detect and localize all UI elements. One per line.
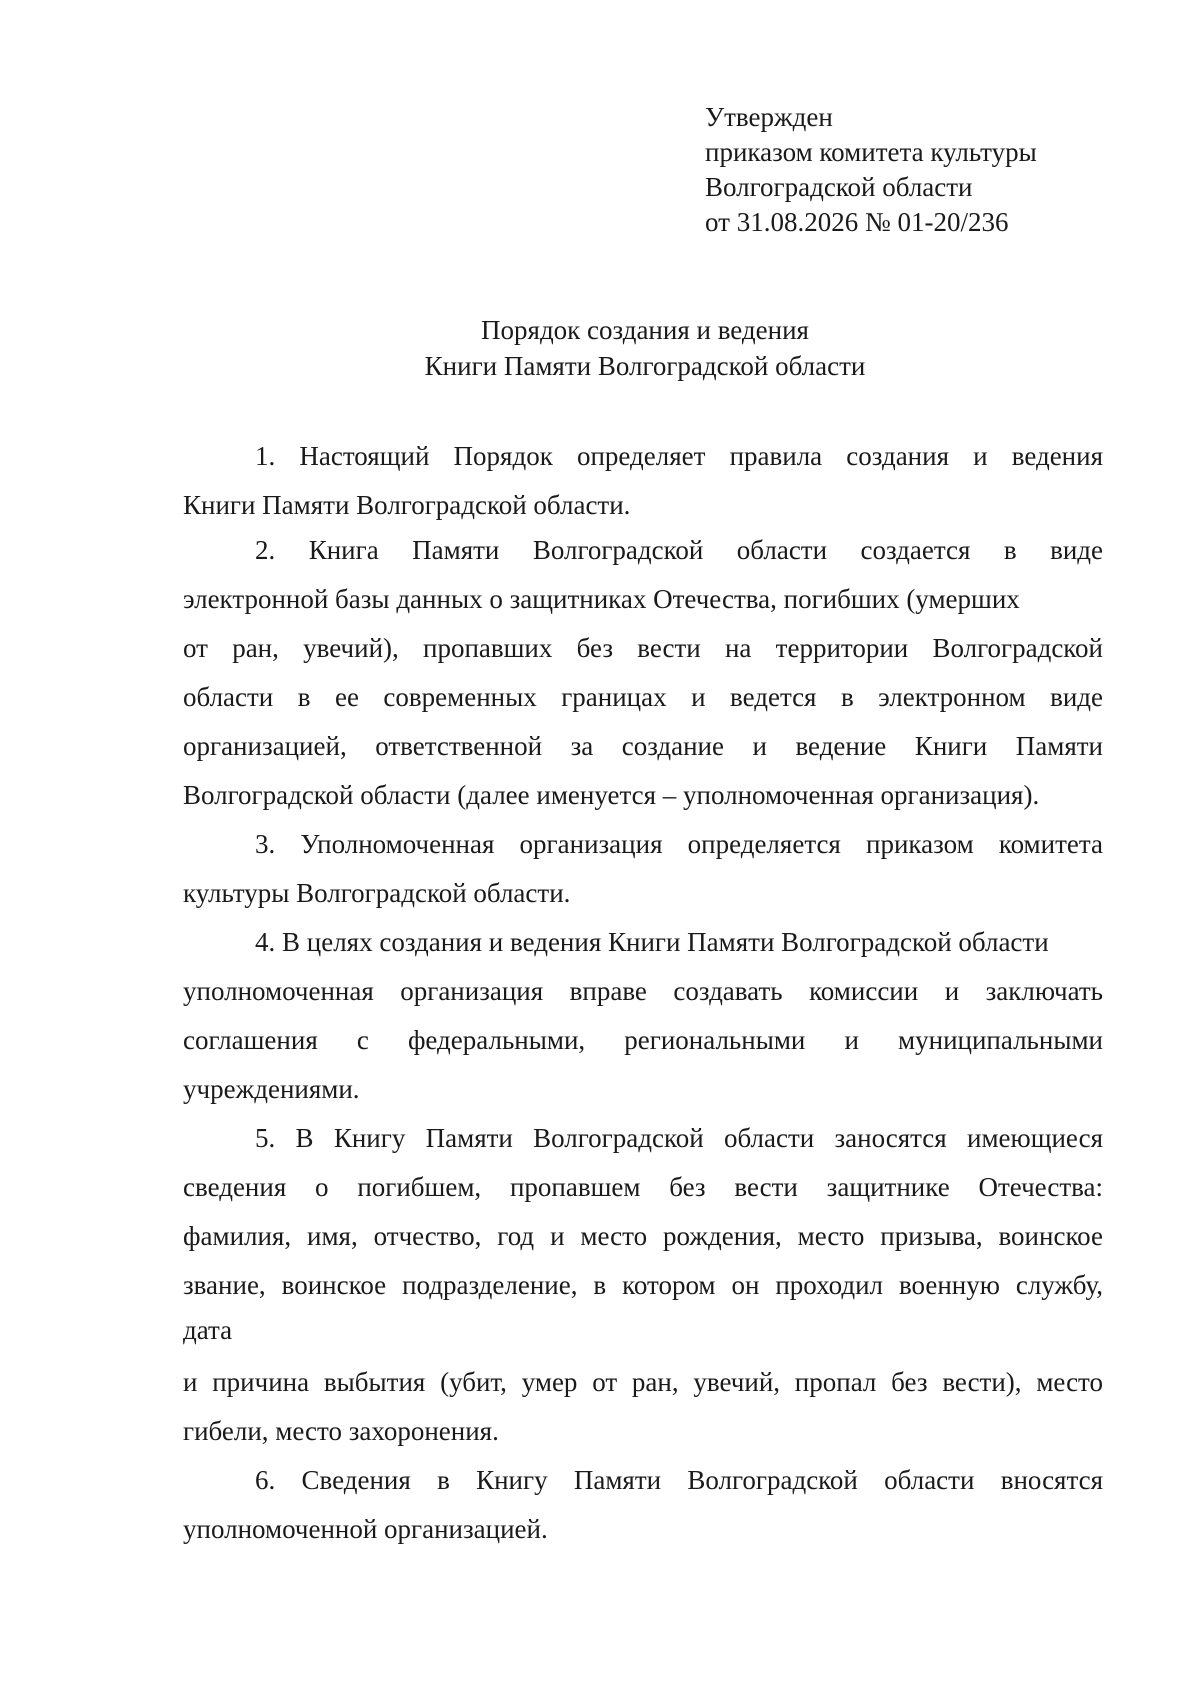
paragraph-1-line-2: Книги Памяти Волгоградской области.	[183, 490, 631, 520]
paragraph-2-line-6: Волгоградской области (далее именуется – уполномоченная организация).	[183, 780, 1040, 810]
document-title	[0, 312, 1200, 384]
paragraph-3-line-2: культуры Волгоградской области.	[183, 878, 571, 908]
paragraph-6-line-2: уполномоченной организацией.	[183, 1514, 548, 1544]
paragraph-4-line-3: соглашения с федеральными, региональными и муниципальными	[183, 1025, 1103, 1055]
paragraph-4-line-2: уполномоченная организация вправе создавать комиссии и заключать	[183, 976, 1103, 1006]
paragraph-2-line-5: организацией, ответственной за создание и ведение Книги Памяти	[183, 731, 1103, 761]
paragraph-1	[183, 432, 1103, 530]
approval-line-date-number: от 31.08.2026 № 01-20/236	[705, 207, 1009, 237]
paragraph-2	[183, 526, 1103, 820]
paragraph-2-line-1: 2. Книга Памяти Волгоградской области создается в виде	[255, 535, 1103, 565]
paragraph-4-line-4: учреждениями.	[183, 1074, 360, 1104]
paragraph-2-line-4: области в ее современных границах и ведется в электронном виде	[183, 682, 1103, 712]
paragraph-5	[183, 1114, 1103, 1456]
paragraph-4	[183, 918, 1103, 1114]
paragraph-4-line-1: 4. В целях создания и ведения Книги Памяти Волгоградской области	[255, 927, 1049, 957]
paragraph-5-line-2: сведения о погибшем, пропавшем без вести защитнике Отечества:	[183, 1172, 1103, 1202]
paragraph-5-line-7: гибели, место захоронения.	[183, 1416, 499, 1446]
paragraph-5-line-1: 5. В Книгу Памяти Волгоградской области заносятся имеющиеся	[255, 1123, 1103, 1153]
document-body	[183, 432, 1103, 1554]
paragraph-6	[183, 1456, 1103, 1554]
paragraph-5-line-3: фамилия, имя, отчество, год и место рождения, место призыва, воинское	[183, 1221, 1103, 1251]
document-title-line-2: Книги Памяти Волгоградской области	[424, 351, 866, 381]
approval-line-approved: Утвержден	[705, 102, 833, 132]
approval-line-order: приказом комитета культуры	[705, 137, 1037, 167]
paragraph-6-line-1: 6. Сведения в Книгу Памяти Волгоградской области вносятся	[255, 1465, 1103, 1495]
paragraph-3-line-1: 3. Уполномоченная организация определяется приказом комитета	[255, 829, 1103, 859]
paragraph-3	[183, 820, 1103, 918]
paragraph-5-line-6: и причина выбытия (убит, умер от ран, увечий, пропал без вести), место	[183, 1367, 1103, 1397]
paragraph-5-line-5: дата	[183, 1315, 233, 1345]
paragraph-1-line-1: 1. Настоящий Порядок определяет правила создания и ведения	[255, 441, 1103, 471]
paragraph-2-line-3: от ран, увечий), пропавших без вести на территории Волгоградской	[183, 633, 1103, 663]
paragraph-2-line-2: электронной базы данных о защитниках Отечества, погибших (умерших	[183, 584, 1020, 614]
approval-line-region: Волгоградской области	[705, 172, 973, 202]
document-title-line-1: Порядок создания и ведения	[481, 315, 809, 345]
approval-stamp-block	[705, 100, 1145, 240]
paragraph-5-line-4: звание, воинское подразделение, в котором он проходил военную службу,	[183, 1270, 1103, 1300]
